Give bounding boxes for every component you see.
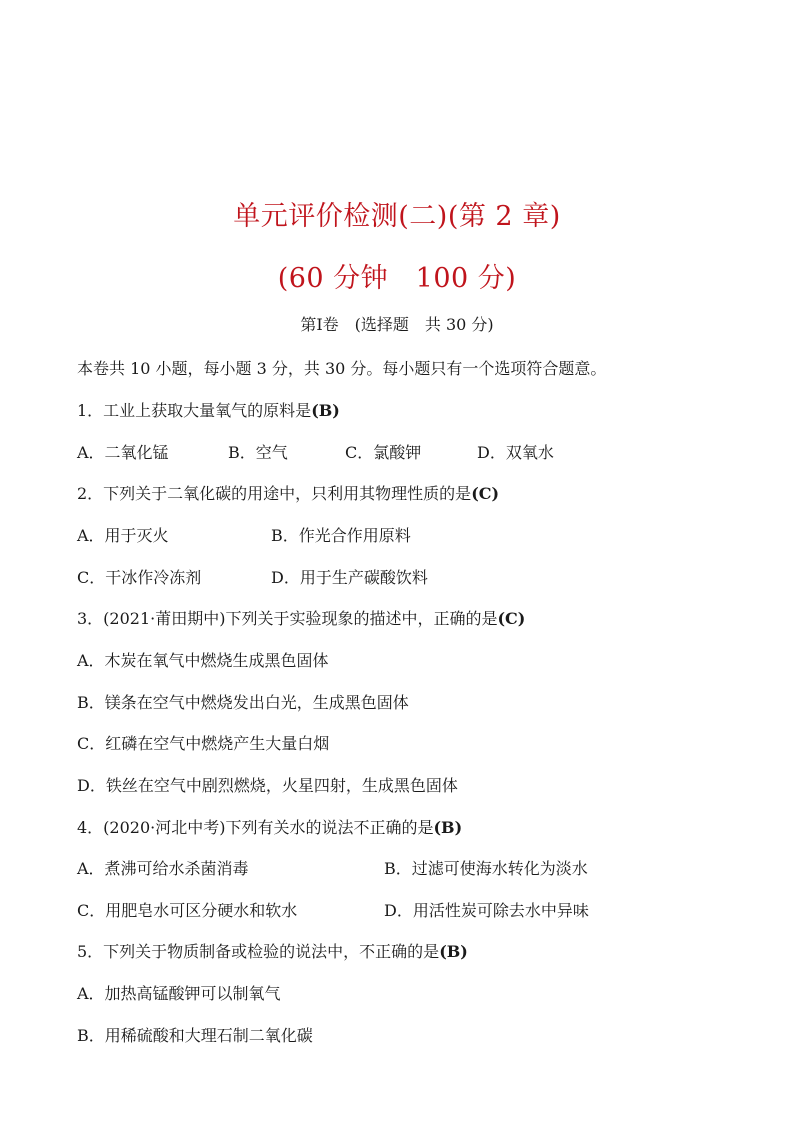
answer-key: (B): [433, 818, 463, 837]
question-5-option-a: A．加热高锰酸钾可以制氧气: [77, 984, 281, 1003]
answer-key: (B): [311, 401, 340, 420]
question-text: 3．(2021·莆田期中)下列关于实验现象的描述中，正确的是: [77, 609, 498, 628]
answer-key: (B): [439, 942, 468, 961]
question-3-stem: [77, 606, 525, 629]
question-1-option-b: B．空气: [228, 443, 288, 462]
question-4-option-b: B．过滤可使海水转化为淡水: [384, 859, 588, 878]
question-5-stem: [77, 939, 468, 962]
instructions: 本卷共 10 小题，每小题 3 分，共 30 分。每小题只有一个选项符合题意。: [77, 359, 607, 378]
question-3-option-a: A．木炭在氧气中燃烧生成黑色固体: [77, 651, 329, 670]
question-5-option-b: B．用稀硫酸和大理石制二氧化碳: [77, 1026, 313, 1045]
question-2-option-a: A．用于灭火: [77, 526, 169, 545]
exam-duration-score: (60 分钟 100 分): [277, 263, 517, 294]
question-1-option-d: D．双氧水: [477, 443, 554, 462]
answer-key: (C): [471, 484, 500, 503]
question-2-option-b: B．作光合作用原料: [271, 526, 411, 545]
question-4-option-a: A．煮沸可给水杀菌消毒: [77, 859, 249, 878]
question-text: 4．(2020·河北中考)下列有关水的说法不正确的是: [77, 818, 434, 837]
question-4-option-d: D．用活性炭可除去水中异味: [384, 901, 589, 920]
question-4-option-c: C．用肥皂水可区分硬水和软水: [77, 901, 298, 920]
page-title: 单元评价检测(二)(第 2 章): [233, 201, 561, 232]
question-3-option-b: B．镁条在空气中燃烧发出白光，生成黑色固体: [77, 693, 409, 712]
question-2-option-d: D．用于生产碳酸饮料: [271, 568, 428, 587]
question-2-option-c: C．干冰作冷冻剂: [77, 568, 202, 587]
question-3-option-d: D．铁丝在空气中剧烈燃烧，火星四射，生成黑色固体: [77, 776, 458, 795]
question-1-stem: [77, 398, 340, 421]
question-1-option-c: C．氯酸钾: [345, 443, 422, 462]
question-text: 2．下列关于二氧化碳的用途中，只利用其物理性质的是: [77, 484, 472, 503]
question-text: 5．下列关于物质制备或检验的说法中，不正确的是: [77, 942, 440, 961]
question-3-option-c: C．红磷在空气中燃烧产生大量白烟: [77, 734, 330, 753]
question-2-stem: [77, 481, 499, 504]
question-1-option-a: A．二氧化锰: [77, 443, 169, 462]
answer-key: (C): [497, 609, 526, 628]
question-text: 1．工业上获取大量氧气的原料是: [77, 401, 312, 420]
section-heading: 第Ⅰ卷 (选择题 共 30 分): [300, 315, 494, 334]
question-4-stem: [77, 815, 462, 838]
